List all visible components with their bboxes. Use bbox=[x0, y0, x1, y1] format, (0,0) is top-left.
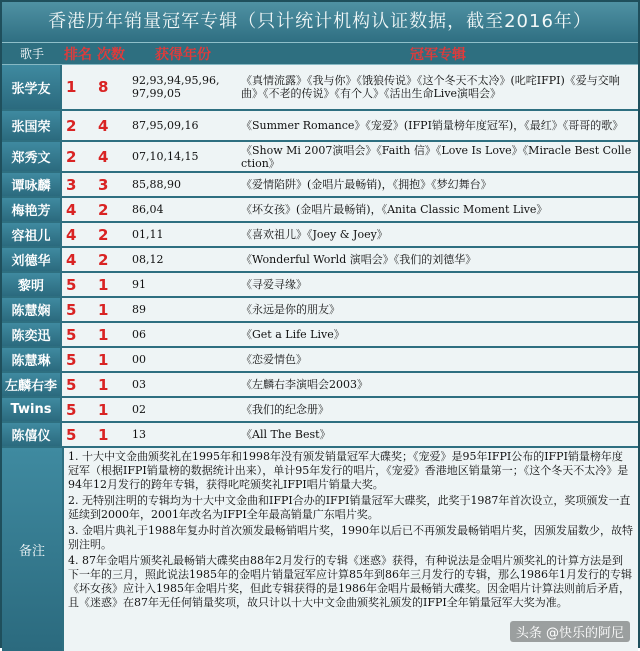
albums-cell: 《Show Mi 2007演唱会》《Faith 信》《Love Is Love》《Miracle Best Collection》 bbox=[238, 142, 638, 173]
times-cell: 1 bbox=[94, 373, 128, 398]
years-cell: 13 bbox=[128, 423, 238, 448]
years-cell: 89 bbox=[128, 298, 238, 323]
singer-cell: 容祖儿 bbox=[2, 223, 62, 248]
times-cell: 1 bbox=[94, 348, 128, 373]
table-row bbox=[2, 323, 638, 348]
table-row bbox=[2, 248, 638, 273]
times-cell: 2 bbox=[94, 223, 128, 248]
years-cell: 92,93,94,95,96, 97,99,05 bbox=[128, 65, 238, 111]
note-1: 1. 十大中文金曲颁奖礼在1995年和1998年没有颁发销量冠军大碟奖；《宠爱》是95年IFPI公布的IFPI销量榜年度冠军（根据IFPI销量榜的数据统计出来），单计95年发行的唱片，《宠爱》香港地区销量第一；《这个冬天不太冷》是94年12月发行的跨年专辑，获得叱咤颁奖礼IFPI唱片销量大奖。 bbox=[68, 450, 629, 491]
singer-cell: Twins bbox=[2, 398, 62, 423]
albums-cell: 《真情流露》《我与你》《饿狼传说》《这个冬天不太冷》(叱咤IFPI)《爱与交响曲》《不老的传说》《有个人》《活出生命Live演唱会》 bbox=[238, 65, 638, 111]
singer-cell: 张学友 bbox=[2, 65, 62, 111]
albums-cell: 《喜欢祖儿》《Joey & Joey》 bbox=[238, 223, 638, 248]
albums-cell: 《All The Best》 bbox=[238, 423, 638, 448]
note-4: 4. 87年金唱片颁奖礼最畅销大碟奖由88年2月发行的专辑《迷惑》获得，有种说法是金唱片颁奖礼的计算方法是到下一年的三月，照此说法1985年的金唱片销量冠军应计算85年到86年三月发行的专辑，那么1986年1月发行的专辑《坏女孩》应计入1985年金唱片奖，但此专辑获得的是1986年金唱片最畅销大碟奖。因金唱片计算法则前后矛盾，且《迷惑》在87年无任何销量奖项，故只计以十大中文金曲颁奖礼颁发的IFPI全年销量冠军大奖为准。 bbox=[68, 554, 632, 609]
header-rank: 排名 bbox=[62, 43, 94, 65]
times-cell: 1 bbox=[94, 298, 128, 323]
years-cell: 08,12 bbox=[128, 248, 238, 273]
singer-cell: 陈奕迅 bbox=[2, 323, 62, 348]
times-cell: 2 bbox=[94, 198, 128, 223]
singer-cell: 左麟右李 bbox=[2, 373, 62, 398]
years-cell: 07,10,14,15 bbox=[128, 142, 238, 173]
singer-cell: 谭咏麟 bbox=[2, 173, 62, 198]
rank-cell: 5 bbox=[62, 373, 94, 398]
rank-cell: 5 bbox=[62, 298, 94, 323]
rank-cell: 4 bbox=[62, 248, 94, 273]
table-row bbox=[2, 298, 638, 323]
rank-cell: 2 bbox=[62, 142, 94, 173]
years-cell: 86,04 bbox=[128, 198, 238, 223]
times-cell: 4 bbox=[94, 142, 128, 173]
albums-cell: 《Wonderful World 演唱会》《我们的刘德华》 bbox=[238, 248, 638, 273]
albums-cell: 《寻爱寻缘》 bbox=[238, 273, 638, 298]
singer-cell: 刘德华 bbox=[2, 248, 62, 273]
singer-cell: 陈慧娴 bbox=[2, 298, 62, 323]
note-3: 3. 金唱片典礼于1988年复办时首次颁发最畅销唱片奖，1990年以后已不再颁发最畅销唱片奖，因颁发届数少，故特别注明。 bbox=[68, 524, 633, 551]
years-cell: 91 bbox=[128, 273, 238, 298]
times-cell: 1 bbox=[94, 423, 128, 448]
rank-cell: 3 bbox=[62, 173, 94, 198]
times-cell: 4 bbox=[94, 111, 128, 142]
years-cell: 02 bbox=[128, 398, 238, 423]
albums-cell: 《Get a Life Live》 bbox=[238, 323, 638, 348]
header-years: 获得年份 bbox=[128, 43, 238, 65]
albums-cell: 《坏女孩》(金唱片最畅销)，《Anita Classic Moment Live》 bbox=[238, 198, 638, 223]
table-row bbox=[2, 198, 638, 223]
singer-cell: 郑秀文 bbox=[2, 142, 62, 173]
header-albums: 冠军专辑 bbox=[238, 43, 638, 65]
years-cell: 87,95,09,16 bbox=[128, 111, 238, 142]
table-header-row bbox=[2, 43, 638, 65]
rank-cell: 1 bbox=[62, 65, 94, 111]
table-row bbox=[2, 273, 638, 298]
albums-cell: 《左麟右李演唱会2003》 bbox=[238, 373, 638, 398]
table-row bbox=[2, 373, 638, 398]
table-row bbox=[2, 223, 638, 248]
table-row bbox=[2, 111, 638, 142]
watermark: 头条 @快乐的阿尼 bbox=[510, 621, 630, 642]
rank-cell: 5 bbox=[62, 348, 94, 373]
singer-cell: 黎明 bbox=[2, 273, 62, 298]
singer-cell: 陈慧琳 bbox=[2, 348, 62, 373]
champion-table bbox=[2, 43, 638, 448]
rank-cell: 4 bbox=[62, 223, 94, 248]
table-row bbox=[2, 398, 638, 423]
times-cell: 3 bbox=[94, 173, 128, 198]
table-row bbox=[2, 423, 638, 448]
albums-cell: 《恋爱情色》 bbox=[238, 348, 638, 373]
singer-cell: 梅艳芳 bbox=[2, 198, 62, 223]
notes-label: 备注 bbox=[2, 448, 64, 651]
singer-cell: 张国荣 bbox=[2, 111, 62, 142]
rank-cell: 5 bbox=[62, 273, 94, 298]
rank-cell: 5 bbox=[62, 398, 94, 423]
albums-cell: 《Summer Romance》《宠爱》(IFPI销量榜年度冠军)，《最红》《哥哥的歌》 bbox=[238, 111, 638, 142]
table-row bbox=[2, 173, 638, 198]
years-cell: 03 bbox=[128, 373, 238, 398]
times-cell: 2 bbox=[94, 248, 128, 273]
years-cell: 06 bbox=[128, 323, 238, 348]
rank-cell: 5 bbox=[62, 423, 94, 448]
years-cell: 85,88,90 bbox=[128, 173, 238, 198]
rank-cell: 5 bbox=[62, 323, 94, 348]
page-title: 香港历年销量冠军专辑（只计统计机构认证数据，截至2016年） bbox=[2, 2, 638, 43]
times-cell: 1 bbox=[94, 273, 128, 298]
years-cell: 00 bbox=[128, 348, 238, 373]
table-row bbox=[2, 142, 638, 173]
header-singer: 歌手 bbox=[2, 43, 62, 65]
note-2: 2. 无特别注明的专辑均为十大中文金曲和IFPI合办的IFPI销量冠军大碟奖，此奖于1987年首次设立，奖项颁发一直延续到2000年，2001年改名为IFPI全年最高销量广东唱片奖。 bbox=[68, 494, 631, 521]
table-row bbox=[2, 348, 638, 373]
times-cell: 8 bbox=[94, 65, 128, 111]
years-cell: 01,11 bbox=[128, 223, 238, 248]
rank-cell: 2 bbox=[62, 111, 94, 142]
table-row bbox=[2, 65, 638, 111]
albums-cell: 《爱情陷阱》(金唱片最畅销)，《拥抱》《梦幻舞台》 bbox=[238, 173, 638, 198]
times-cell: 1 bbox=[94, 398, 128, 423]
albums-cell: 《我们的纪念册》 bbox=[238, 398, 638, 423]
rank-cell: 4 bbox=[62, 198, 94, 223]
albums-cell: 《永远是你的朋友》 bbox=[238, 298, 638, 323]
header-times: 次数 bbox=[94, 43, 128, 65]
singer-cell: 陈僖仪 bbox=[2, 423, 62, 448]
times-cell: 1 bbox=[94, 323, 128, 348]
